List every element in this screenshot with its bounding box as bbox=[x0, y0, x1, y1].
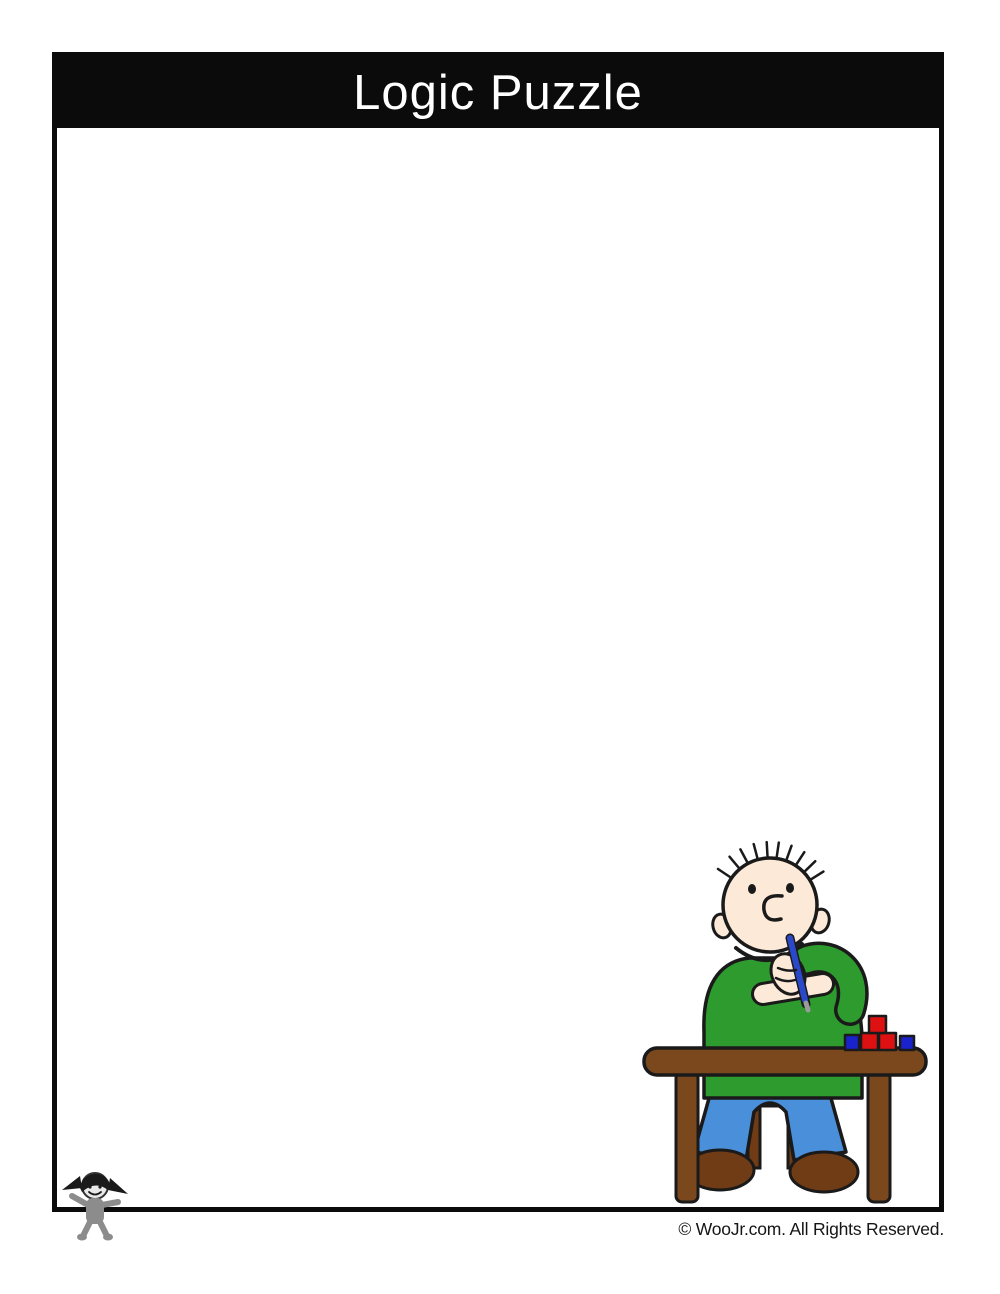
title-banner bbox=[57, 57, 939, 128]
right-pigtail bbox=[108, 1178, 128, 1194]
right-shoe bbox=[790, 1152, 858, 1192]
red-block bbox=[861, 1033, 878, 1050]
mascot-right-arm bbox=[102, 1202, 118, 1205]
mascot-left-arm bbox=[72, 1196, 88, 1205]
mascot-left-leg bbox=[84, 1222, 90, 1234]
left-pigtail bbox=[62, 1176, 82, 1190]
right-eye bbox=[786, 883, 794, 893]
desk-right-leg bbox=[868, 1072, 890, 1202]
blue-block bbox=[900, 1036, 914, 1050]
copyright-notice: © WooJr.com. All Rights Reserved. bbox=[678, 1219, 944, 1239]
mascot-right-leg bbox=[100, 1222, 106, 1234]
boy-at-desk-illustration bbox=[618, 822, 940, 1210]
red-block-top bbox=[869, 1016, 886, 1033]
left-eye bbox=[748, 884, 756, 894]
desk-left-leg bbox=[676, 1072, 698, 1202]
desk-top bbox=[644, 1048, 926, 1075]
red-block bbox=[879, 1033, 896, 1050]
page-title: Logic Puzzle bbox=[353, 65, 643, 120]
blue-block bbox=[845, 1035, 859, 1050]
mascot-girl bbox=[62, 1173, 128, 1241]
woojr-mascot-logo bbox=[58, 1160, 132, 1244]
